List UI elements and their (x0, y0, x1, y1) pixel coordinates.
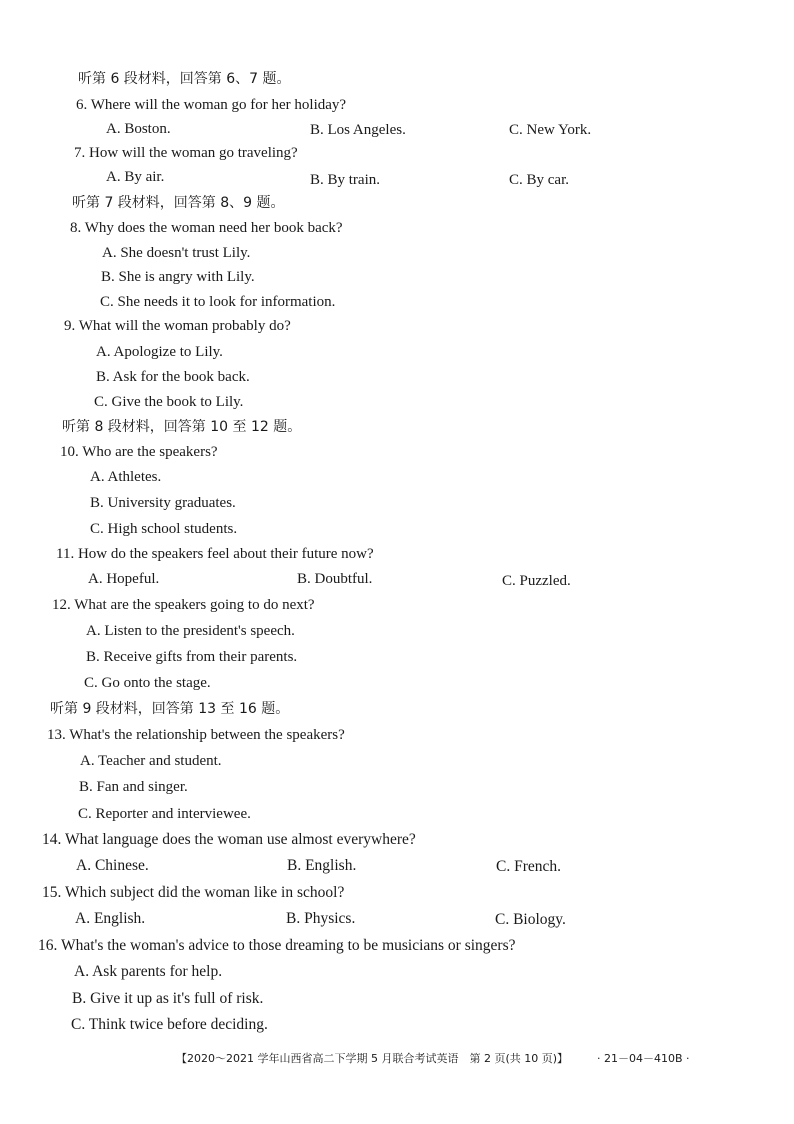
question-14-option-a: A. Chinese. (76, 857, 149, 874)
question-8-stem: 8. Why does the woman need her book back? (70, 220, 343, 236)
question-12-stem: 12. What are the speakers going to do next? (52, 597, 315, 613)
question-14-option-b: B. English. (287, 857, 357, 874)
question-6-option-b: B. Los Angeles. (310, 122, 406, 138)
question-8-option-b: B. She is angry with Lily. (101, 269, 255, 285)
question-11-option-a: A. Hopeful. (88, 571, 160, 587)
question-9-stem: 9. What will the woman probably do? (64, 318, 291, 334)
question-11-stem: 11. How do the speakers feel about their future now? (56, 546, 374, 562)
question-12-option-b: B. Receive gifts from their parents. (86, 649, 298, 665)
question-7-stem: 7. How will the woman go traveling? (74, 145, 298, 161)
question-7-option-b: B. By train. (310, 172, 380, 188)
question-15-option-c: C. Biology. (495, 911, 566, 928)
question-13-option-b: B. Fan and singer. (79, 779, 188, 795)
question-9-option-c: C. Give the book to Lily. (94, 394, 244, 410)
question-16-option-b: B. Give it up as it's full of risk. (72, 990, 264, 1007)
question-16-option-a: A. Ask parents for help. (74, 963, 223, 980)
question-7-option-a: A. By air. (106, 169, 165, 185)
question-12-option-a: A. Listen to the president's speech. (86, 623, 295, 639)
question-13-stem: 13. What's the relationship between the speakers? (47, 727, 345, 743)
question-9-option-a: A. Apologize to Lily. (96, 344, 223, 360)
question-9-option-b: B. Ask for the book back. (96, 369, 250, 385)
question-16-stem: 16. What's the woman's advice to those dreaming to be musicians or singers? (38, 937, 516, 954)
question-12-option-c: C. Go onto the stage. (84, 675, 211, 691)
question-14-stem: 14. What language does the woman use almost everywhere? (42, 831, 416, 848)
question-6-stem: 6. Where will the woman go for her holiday? (76, 97, 347, 113)
question-11-option-c: C. Puzzled. (502, 573, 571, 589)
question-8-option-c: C. She needs it to look for information. (100, 294, 336, 310)
question-7-option-c: C. By car. (509, 172, 569, 188)
section-header-8: 听第 8 段材料，回答第 10 至 12 题。 (62, 419, 302, 435)
question-13-option-a: A. Teacher and student. (80, 753, 222, 769)
section-header-6: 听第 6 段材料，回答第 6、7 题。 (78, 71, 291, 87)
question-16-option-c: C. Think twice before deciding. (71, 1016, 268, 1033)
section-header-9: 听第 9 段材料，回答第 13 至 16 题。 (50, 701, 290, 717)
question-15-option-b: B. Physics. (286, 910, 356, 927)
question-6-option-c: C. New York. (509, 122, 592, 138)
question-10-option-a: A. Athletes. (90, 469, 162, 485)
question-14-option-c: C. French. (496, 858, 562, 875)
question-8-option-a: A. She doesn't trust Lily. (102, 245, 251, 261)
question-10-option-c: C. High school students. (90, 521, 238, 537)
question-10-option-b: B. University graduates. (90, 495, 236, 511)
section-header-7: 听第 7 段材料，回答第 8、9 题。 (72, 195, 285, 211)
question-13-option-c: C. Reporter and interviewee. (78, 806, 251, 822)
question-15-stem: 15. Which subject did the woman like in school? (42, 884, 345, 901)
question-15-option-a: A. English. (75, 910, 146, 927)
footer-exam-code: · 21－04－410B · (597, 1052, 690, 1065)
question-6-option-a: A. Boston. (106, 121, 171, 137)
question-11-option-b: B. Doubtful. (297, 571, 373, 587)
footer-exam-title: 【2020～2021 学年山西省高二下学期 5 月联合考试英语 第 2 页(共 10 页)】 (176, 1052, 569, 1065)
question-10-stem: 10. Who are the speakers? (60, 444, 218, 460)
